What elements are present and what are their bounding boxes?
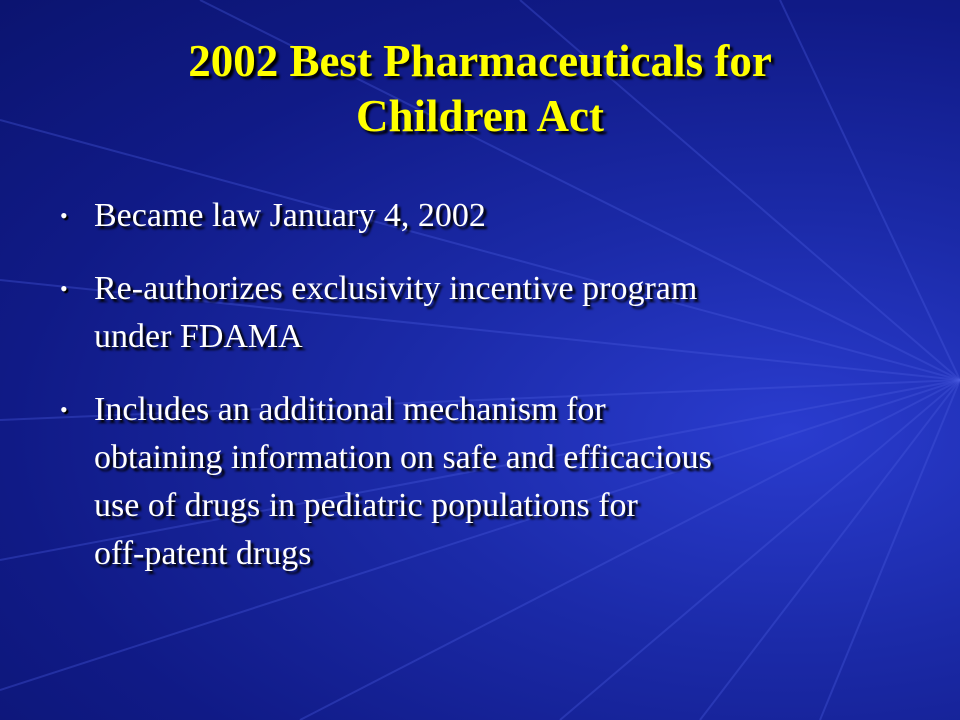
- bullet-dot-icon: •: [60, 276, 68, 301]
- bullet-item-law-date: [58, 192, 918, 240]
- bullet-2-line-2: under FDAMA: [94, 318, 303, 355]
- bullet-dot-icon: •: [60, 203, 68, 228]
- bullet-3-line-2: obtaining information on safe and efficacious: [94, 439, 712, 476]
- bullet-2-line-1: Re-authorizes exclusivity incentive program: [94, 270, 698, 307]
- title-line-1: 2002 Best Pharmaceuticals for: [188, 36, 772, 86]
- title-line-2: Children Act: [356, 91, 604, 141]
- bullet-3-line-4: off-patent drugs: [94, 535, 312, 572]
- bullet-dot-icon: •: [60, 397, 68, 422]
- bullet-3-line-3: use of drugs in pediatric populations for: [94, 487, 638, 524]
- bullet-list: [58, 192, 918, 603]
- bullet-1-line-1: Became law January 4, 2002: [94, 197, 486, 234]
- slide-title: [0, 34, 960, 144]
- bullet-item-mechanism: [58, 386, 918, 578]
- bullet-item-reauthorization: [58, 265, 918, 361]
- bullet-3-line-1: Includes an additional mechanism for: [94, 391, 606, 428]
